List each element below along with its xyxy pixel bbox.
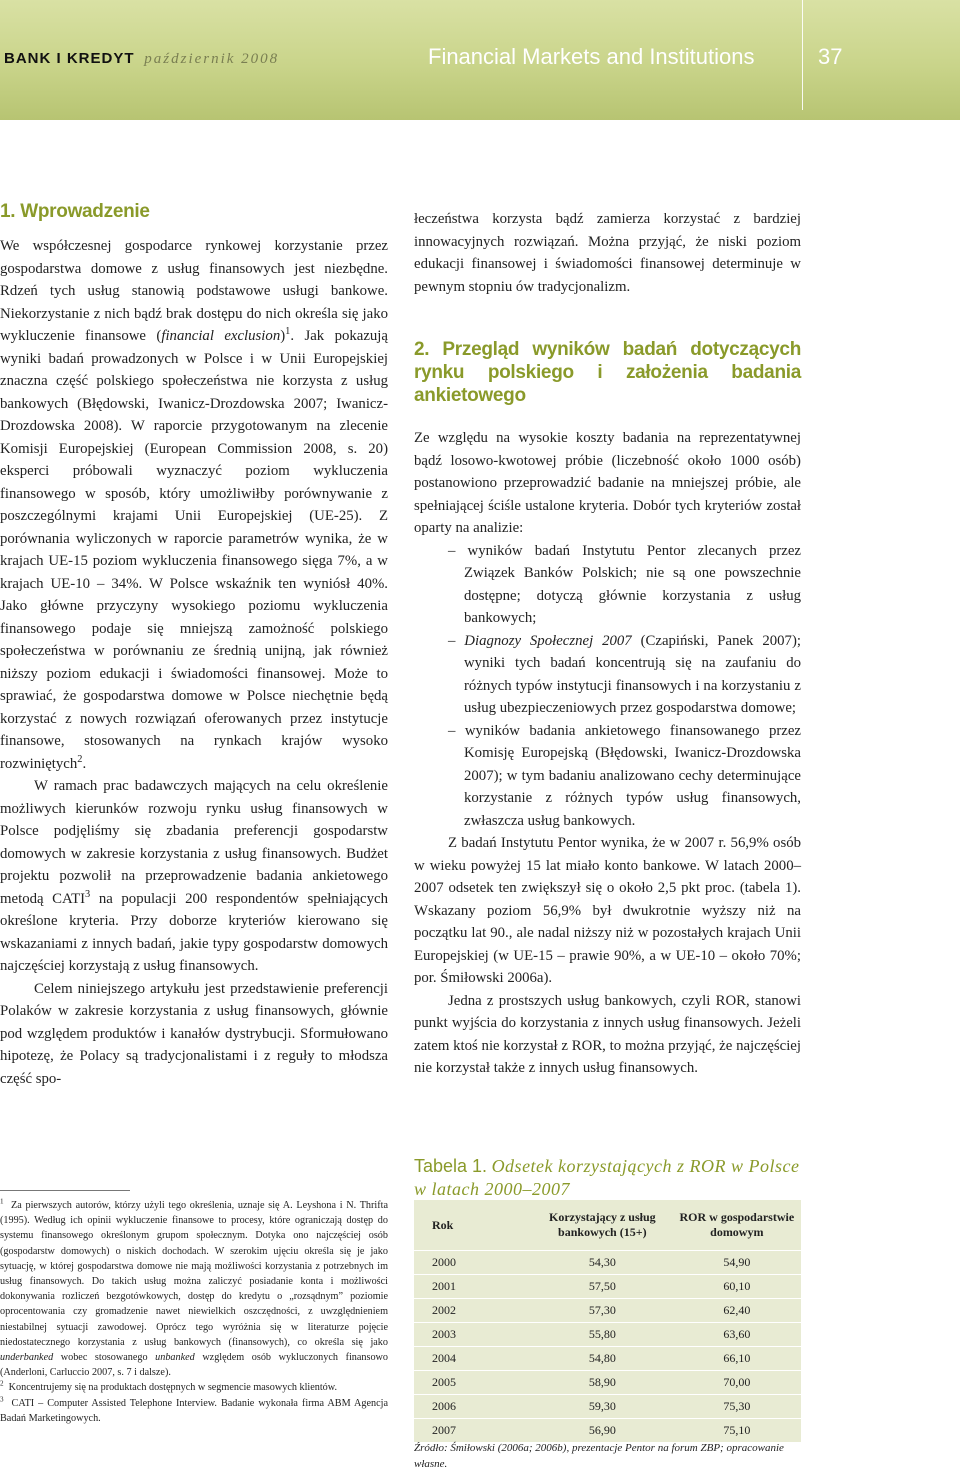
- paragraph-continued: łeczeństwa korzysta bądź zamierza korzystać z bardziej innowacyjnych rozwiązań. Można przyjąć, że niski poziom edukacji finansowej i świadomości finansowej determinuje w pewnym stopniu ów tradycjonalizm.: [414, 211, 801, 295]
- cell-year: 2004: [414, 1347, 532, 1371]
- cell-year: 2000: [414, 1251, 532, 1275]
- paragraph-pentor: Z badań Instytutu Pentor wynika, że w 2007 r. 56,9% osób w wieku powyżej 15 lat miało konto bankowe. W latach 2000–2007 odsetek ten zwiększył się o około 2,5 pkt proc. (tabela 1). Wskazany poziom 56,9% był dwukrotnie wyższy niż na początku lat 90., ale nadal niższy niż w pozostałych krajach Unii Europejskiej (w UE-15 – prawie 90%, a w UE-10 – około 70%; por. Śmiłowski 2006a).: [414, 835, 801, 986]
- cell-banking: 54,30: [532, 1251, 673, 1275]
- cell-banking: 57,30: [532, 1299, 673, 1323]
- cell-ror: 66,10: [673, 1347, 801, 1371]
- cell-banking: 58,90: [532, 1371, 673, 1395]
- header-banking-users: Korzystający z usług bankowych (15+): [532, 1200, 673, 1251]
- cell-year: 2005: [414, 1371, 532, 1395]
- list-item: – Diagnozy Społecznej 2007 (Czapiński, Panek 2007); wyniki tych badań koncentrują się na zaufaniu do różnych typów instytucji finansowych i na korzystaniu z usług ubezpieczeniowych przez gospodarstwa domowe;: [448, 632, 801, 716]
- page-number: 37: [818, 44, 843, 69]
- cell-ror: 75,30: [673, 1395, 801, 1419]
- paragraph-goal: Celem niniejszego artykułu jest przedstawienie preferencji Polaków w zakresie korzystania z usług finansowych, głównie pod względem produktów i kanałów dystrybucji. Sformułowano hipotezę, że Polacy są tradycjonalistami i z reguły to młodsza część spo-: [0, 980, 388, 1087]
- footnotes: [0, 1198, 388, 1426]
- cell-year: 2006: [414, 1395, 532, 1419]
- cell-banking: 57,50: [532, 1275, 673, 1299]
- table-row: [414, 1275, 801, 1299]
- cell-year: 2003: [414, 1323, 532, 1347]
- table-row: [414, 1371, 801, 1395]
- section-heading-1: 1. Wprowadzenie: [0, 201, 150, 222]
- footnote-rule: [0, 1190, 130, 1191]
- paragraph-research: W ramach prac badawczych mających na celu określenie możliwych kierunków rozwoju rynku usług finansowych w Polsce podjęliśmy się zbadania preferencji gospodarstw domowych w zakresie korzystania z usług finansowych. Budżet projektu pozwolił na przeprowadzenie badania ankietowego metodą CATI$^3$ na populacji 200 respondentów spełniających określone kryteria. Przy doborze kryteriów kierowano się wskazaniami z innych badań, jakie typy gospodarstw domowych najczęściej korzystają z usług finansowych.: [0, 778, 388, 974]
- footnote-ref-1[interactable]: 1: [285, 326, 291, 338]
- footnote-1: $^1$ Za pierwszych autorów, którzy użyli tego określenia, uznaje się A. Leyshona i N. Thrifta (1995). Według ich opinii wykluczenie finansowe to procesy, które ograniczają dostęp do systemu finansowego określonym grupom społecznym. Dotyka ono najczęściej osób (gospodarstw domowych) o niskich dochodach. W szerokim ujęciu określa się je jako sytuację, w której gospodarstwa domowe nie mają możliwości korzystania z potrzebnych im usług finansowych. Do takich usług można zaliczyć posiadanie konta i możliwości dokonywania rozliczeń bezgotówkowych, dostęp do kredytu o „rozsądnym” poziomie oprocentowania czy gromadzenie nawet niewielkich oszczędności, z uwzględnieniem niestabilnej sytuacji zawodowej. Oprócz tego wyróżnia się w literaturze pojęcie niedostatecznego korzystania z usług bankowych (finansowych), co określa się jako underbanked wobec stosowanego unbanked względem osób wykluczonych finansowo (Anderloni, Carluccio 2007, s. 7 i dalsze).: [0, 1197, 389, 1379]
- table-row: [414, 1347, 801, 1371]
- journal-issue: październik 2008: [144, 51, 280, 67]
- table-title: Odsetek korzystających z ROR w Polsce w latach 2000–2007: [414, 1156, 800, 1199]
- right-column: [414, 208, 801, 1080]
- footnote-ref-3[interactable]: 3: [85, 888, 91, 900]
- cell-ror: 70,00: [673, 1371, 801, 1395]
- footnote-2: $^2$ Koncentrujemy się na produktach dostępnych w segmencie masowych klientów.: [0, 1380, 338, 1394]
- list-item: – wyników badań Instytutu Pentor zlecanych przez Związek Banków Polskich; nie są one powszechnie dostępne; dotyczą głównie korzystania z usług bankowych;: [448, 542, 801, 626]
- cell-banking: 59,30: [532, 1395, 673, 1419]
- table-label: Tabela 1.: [414, 1156, 488, 1176]
- cell-ror: 62,40: [673, 1299, 801, 1323]
- section-title: Financial Markets and Institutions: [428, 44, 755, 69]
- table-row: [414, 1323, 801, 1347]
- page-header: [0, 0, 960, 120]
- cell-year: 2002: [414, 1299, 532, 1323]
- paragraph-intro: We współczesnej gospodarce rynkowej korzystanie przez gospodarstwa domowe z usług finansowych jest niezbędne. Rdzeń tych usług stanowią podstawowe usługi bankowe. Niekorzystanie z nich bądź brak dostępu do nich określa się jako wykluczenie finansowe (financial exclusion)$^1$. Jak pokazują wyniki badań prowadzonych w Polsce i w Unii Europejskiej znaczna część polskiego społeczeństwa nie korzysta z usług bankowych (Błędowski, Iwanicz-Drozdowska 2007; Iwanicz-Drozdowska 2008). W raporcie przygotowanym na zlecenie Komisji Europejskiej (European Commission 2008, s. 20) eksperci próbowali wyznaczyć poziom wykluczenia finansowego w sposób, który umożliwiłby porównywanie z poszczególnymi krajami Unii Europejskiej (UE-25). Z porównania wyliczonych w raporcie parametrów wynika, że w krajach UE-15 poziom wykluczenia finansowego sięga 7%, a w krajach UE-10 – 34%. W Polsce wskaźnik ten wyniósł 40%. Jako główne przyczyny wysokiego poziomu wykluczenia finansowego podaje się mniejszą zamożność polskiego społeczeństwa w porównaniu ze średnią unijną, jak również niższy poziom edukacji i świadomości finansowej. Może to sprawiać, że gospodarstwa domowe w Polsce niechętnie będą korzystać z nowych rozwiązań oferowanych przez instytucje finansowe, stosowanych na rynkach krajów wysoko rozwiniętych$^2$.: [0, 238, 388, 772]
- list-item: – wyników badania ankietowego finansowanego przez Komisję Europejską (Błędowski, Iwanicz-Drozdowska 2007); w tym badaniu analizowano cechy determinujące korzystanie z różnych typów usług finansowych, zwłaszcza usług bankowych.: [448, 722, 801, 829]
- table-source: Źródło: Śmiłowski (2006a; 2006b), prezentacje Pentor na forum ZBP; opracowanie własne.: [414, 1442, 784, 1470]
- paragraph-ror: Jedna z prostszych usług bankowych, czyli ROR, stanowi punkt wyjścia do korzystania z innych usług finansowych. Jeżeli zatem ktoś nie korzystał z ROR, to można przyjąć, że najczęściej nie korzystał także z innych usług finansowych.: [414, 992, 801, 1076]
- footnote-3: $^3$ CATI – Computer Assisted Telephone Interview. Badanie wykonała firma ABM Agencja Badań Marketingowych.: [0, 1395, 388, 1424]
- cell-year: 2007: [414, 1419, 532, 1443]
- data-table: [414, 1200, 801, 1442]
- section-heading-2: 2. Przegląd wyników badań dotyczących rynku polskiego i założenia badania ankietowego: [414, 339, 801, 406]
- table-caption: [414, 1155, 814, 1201]
- cell-year: 2001: [414, 1275, 532, 1299]
- cell-banking: 56,90: [532, 1419, 673, 1443]
- left-column: [0, 200, 388, 1090]
- table-header-row: [414, 1200, 801, 1251]
- cell-ror: 54,90: [673, 1251, 801, 1275]
- paragraph-method: Ze względu na wysokie koszty badania na reprezentatywnej bądź losowo-kwotowej próbie (liczebność około 1000 osób) postanowiono przeprowadzić badanie na mniejszej próbie, ale spełniającej ściśle ustalone kryteria. Dobór tych kryteriów został oparty na analizie:: [414, 430, 801, 536]
- table-row: [414, 1251, 801, 1275]
- journal-title: [4, 50, 279, 68]
- header-ror-households: ROR w gospodarstwie domowym: [673, 1200, 801, 1251]
- journal-brand: BANK I KREDYT: [4, 50, 135, 67]
- cell-banking: 55,80: [532, 1323, 673, 1347]
- cell-banking: 54,80: [532, 1347, 673, 1371]
- cell-ror: 60,10: [673, 1275, 801, 1299]
- table-row: [414, 1395, 801, 1419]
- cell-ror: 75,10: [673, 1419, 801, 1443]
- header-year: Rok: [414, 1200, 532, 1251]
- header-divider: [802, 0, 803, 110]
- cell-ror: 63,60: [673, 1323, 801, 1347]
- footnote-ref-2[interactable]: 2: [77, 753, 83, 765]
- table-row: [414, 1419, 801, 1443]
- table-row: [414, 1299, 801, 1323]
